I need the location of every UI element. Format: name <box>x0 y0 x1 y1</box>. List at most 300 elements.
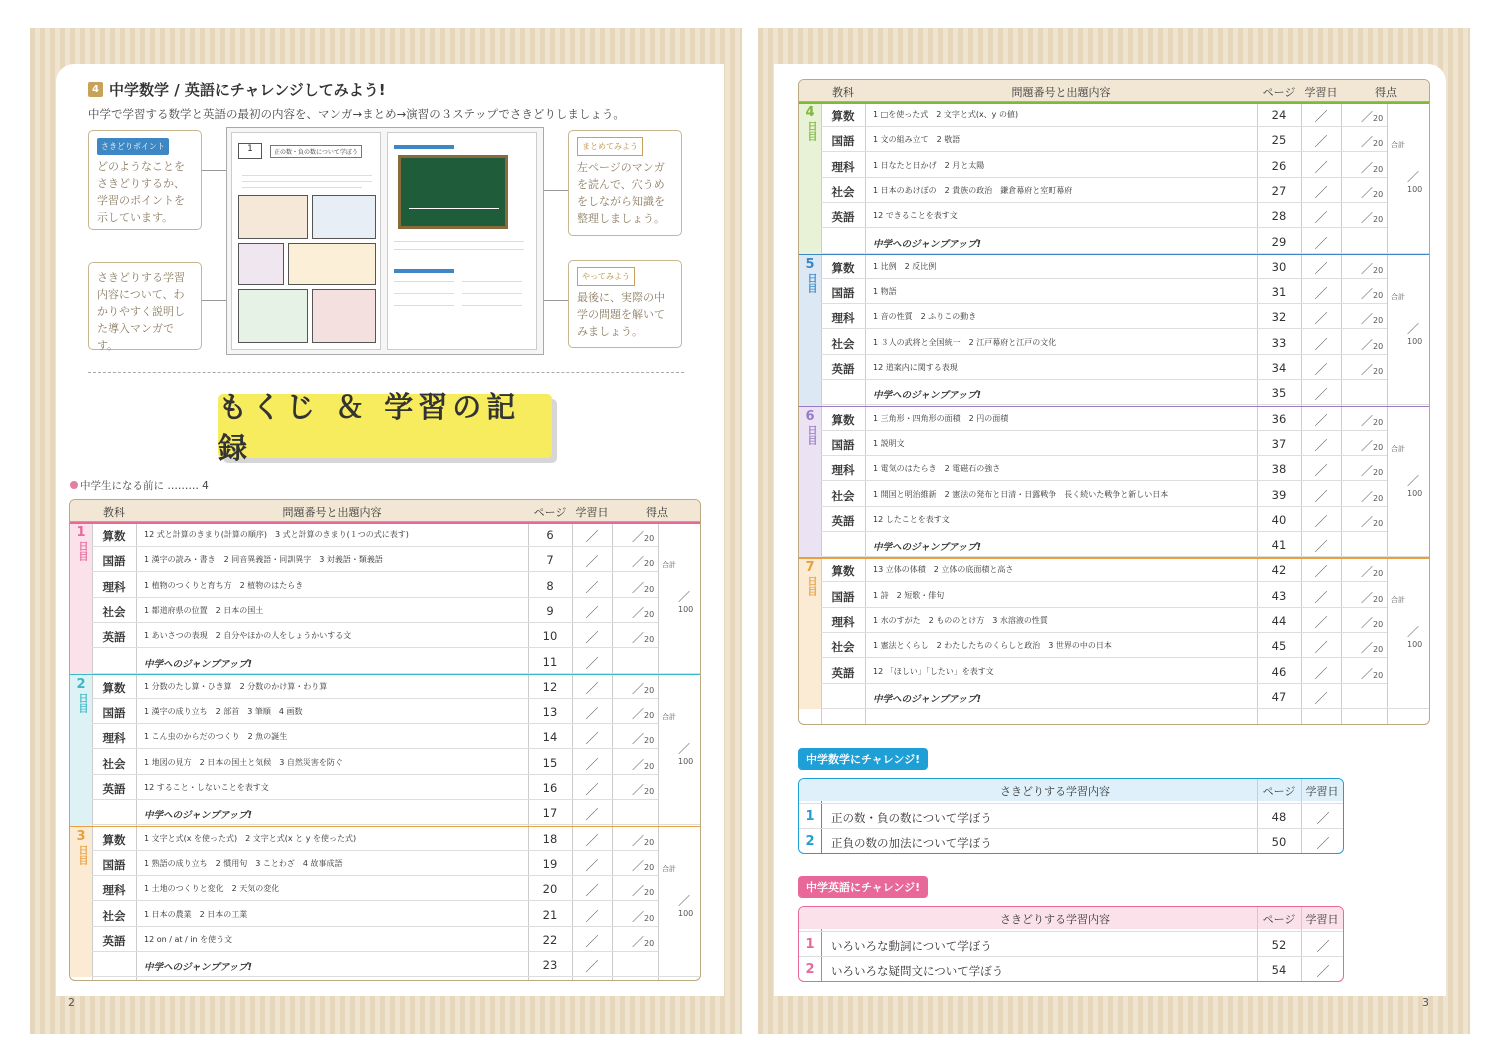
content-cell: 12 したことを表す文 <box>873 514 950 524</box>
header-page: ページ <box>1262 86 1296 99</box>
date-slash: ／ <box>585 909 599 925</box>
callout-point <box>88 130 202 230</box>
callout-point-tag: さきどりポイント <box>97 138 169 155</box>
page-cell: 46 <box>1271 664 1287 679</box>
table-row <box>821 557 1387 582</box>
date-slash: ／ <box>585 757 599 773</box>
table-row <box>821 482 1387 507</box>
score-cell <box>632 528 654 545</box>
date-slash: ／ <box>1314 110 1328 125</box>
score-cell <box>632 781 654 798</box>
day-suffix: 日目 <box>76 541 87 561</box>
day-suffix: 日目 <box>805 121 816 141</box>
subject-cell: 社会 <box>102 604 126 619</box>
total-slash: ／ <box>1407 321 1420 336</box>
row-number: 1 <box>805 937 815 952</box>
page-number-right: 3 <box>1422 996 1429 1009</box>
day-number: 1 <box>76 525 86 540</box>
header-page: ページ <box>533 506 567 519</box>
header-content: さきどりする学習内容 <box>1000 785 1110 798</box>
date-slash: ／ <box>1314 211 1328 227</box>
record-table-left <box>69 499 701 981</box>
date-slash: ／ <box>585 580 599 596</box>
jump-label: 中学へのジャンプアップ! <box>144 810 252 822</box>
date-slash: ／ <box>1314 464 1328 480</box>
subject-cell: 英語 <box>102 933 126 948</box>
callout-manga-text: さきどりする学習内容について、わかりやすく説明した導入マンガです。 <box>97 271 185 352</box>
total-score <box>678 740 700 766</box>
score-slash: ／ <box>632 934 645 949</box>
page-cell: 17 <box>542 806 558 821</box>
score-max: 20 <box>644 711 655 721</box>
total-score <box>678 892 700 918</box>
date-slash: ／ <box>1314 388 1328 404</box>
record-table-right <box>798 79 1430 725</box>
table-row <box>92 522 658 547</box>
callout-practice-text: 最後に、実際の中学の問題を解いてみましょう。 <box>577 291 665 338</box>
callout-summary <box>568 130 682 236</box>
day-suffix: 日目 <box>805 424 816 445</box>
score-slash: ／ <box>632 555 645 570</box>
score-slash: ／ <box>1361 211 1374 226</box>
page-cell: 33 <box>1271 335 1287 350</box>
score-slash: ／ <box>632 909 645 924</box>
content-cell: 1 都道府県の位置 2 日本の国土 <box>144 605 264 615</box>
section-title: 中学数学 / 英語にチャレンジしてみよう! <box>109 81 386 99</box>
score-slash: ／ <box>1361 185 1374 200</box>
page-cell: 14 <box>542 730 558 745</box>
main-title: もくじ ＆ 学習の記録 <box>218 394 552 458</box>
score-max: 20 <box>644 609 655 619</box>
total-label: 合計 <box>1391 292 1405 301</box>
score-cell <box>1361 159 1383 176</box>
callout-summary-tag: まとめてみよう <box>577 137 643 156</box>
score-slash: ／ <box>632 605 645 620</box>
total-label: 合計 <box>1391 596 1405 605</box>
preview-manga-page <box>231 132 381 350</box>
score-slash: ／ <box>632 631 645 646</box>
table-row <box>821 153 1387 178</box>
total-slash: ／ <box>678 741 691 756</box>
subject-cell: 国語 <box>831 589 855 604</box>
subject-cell: 英語 <box>831 362 855 376</box>
score-max: 20 <box>1373 164 1384 174</box>
content-cell: 1 物語 <box>873 287 897 297</box>
day-number: 4 <box>805 105 815 120</box>
bullet-icon <box>70 481 78 489</box>
total-label: 合計 <box>662 561 676 569</box>
header-subject: 教科 <box>832 86 854 99</box>
preview-title: 正の数・負の数について学ぼう <box>270 145 362 158</box>
score-max: 20 <box>1373 215 1384 225</box>
pre-note-text: 中学生になる前に ……… 4 <box>80 480 209 492</box>
score-max: 20 <box>644 938 655 948</box>
score-max: 20 <box>1373 189 1384 199</box>
content-cell: 1 熟語の成り立ち 2 慣用句 3 ことわざ 4 故事成語 <box>144 858 343 868</box>
score-cell <box>632 756 654 773</box>
score-max: 20 <box>1373 493 1384 503</box>
jump-label: 中学へのジャンプアップ! <box>144 658 252 670</box>
score-cell <box>1361 437 1383 454</box>
score-cell <box>632 604 654 621</box>
day-label-5 <box>799 254 821 406</box>
date-slash: ／ <box>1316 940 1330 955</box>
page-cell: 25 <box>1271 133 1287 148</box>
content-cell: 1 日本のあけぼの 2 貴族の政治 鎌倉幕府と室町幕府 <box>873 185 1073 195</box>
header-content: 問題番号と出題内容 <box>282 506 382 519</box>
page-cell: 6 <box>546 528 554 542</box>
score-max: 20 <box>1373 670 1384 680</box>
total-label: 合計 <box>662 864 676 873</box>
page-cell: 10 <box>542 629 558 644</box>
day-suffix: 日目 <box>76 692 87 713</box>
row-page: 52 <box>1271 938 1287 952</box>
score-cell <box>632 933 654 950</box>
page-cell: 28 <box>1271 209 1287 224</box>
score-cell <box>632 832 654 849</box>
divider <box>88 372 684 373</box>
content-cell: 12 道案内に関する表現 <box>873 363 958 372</box>
content-cell: 1 ３人の武将と全国統一 2 江戸幕府と江戸の文化 <box>873 337 1057 347</box>
challenge-english-table <box>798 906 1344 982</box>
page-cell: 12 <box>542 679 558 694</box>
score-slash: ／ <box>1361 312 1374 327</box>
score-max: 20 <box>644 862 655 872</box>
subject-cell: 英語 <box>102 630 126 645</box>
header-date: 学習日 <box>1305 913 1339 926</box>
table-row <box>92 547 658 572</box>
content-cell: 1 三角形・四角形の面積 2 円の面積 <box>873 413 1009 423</box>
score-cell <box>632 705 654 722</box>
score-cell <box>1361 133 1383 150</box>
date-slash: ／ <box>1314 514 1328 530</box>
total-max: 100 <box>678 908 694 918</box>
subject-cell: 算数 <box>831 564 855 579</box>
date-slash: ／ <box>585 858 599 874</box>
score-cell <box>1361 412 1383 429</box>
jump-row <box>821 532 1430 557</box>
day-label-4 <box>799 102 821 254</box>
callout-practice-tag: やってみよう <box>577 267 635 286</box>
jump-row <box>92 952 701 977</box>
day-label-2 <box>70 674 92 826</box>
subject-cell: 社会 <box>831 488 855 503</box>
day-number: 3 <box>76 828 86 844</box>
jump-label: 中学へのジャンプアップ! <box>873 542 981 554</box>
subject-cell: 国語 <box>831 286 855 301</box>
score-slash: ／ <box>1361 514 1374 529</box>
score-cell <box>632 629 654 646</box>
table-row <box>821 304 1387 329</box>
page-cell: 29 <box>1271 234 1287 249</box>
callout-point-text: どのようなことをさきどりするか、学習のポイントを示しています。 <box>97 160 185 224</box>
table-row <box>821 659 1387 684</box>
table-row <box>92 876 658 901</box>
subject-cell: 英語 <box>831 513 855 528</box>
score-max: 20 <box>1373 442 1384 452</box>
score-max: 20 <box>644 787 655 796</box>
jump-row <box>92 800 701 825</box>
total-max: 100 <box>1407 336 1423 346</box>
row-page: 54 <box>1271 963 1287 977</box>
day-label-3 <box>70 826 92 978</box>
row-number: 2 <box>805 834 815 849</box>
score-slash: ／ <box>1361 160 1374 175</box>
score-slash: ／ <box>1361 464 1374 479</box>
total-slash: ／ <box>1407 473 1420 488</box>
score-cell <box>1361 108 1383 125</box>
day-label-6 <box>799 406 821 558</box>
subject-cell: 理科 <box>102 579 126 594</box>
score-cell <box>1361 285 1383 302</box>
date-slash: ／ <box>585 707 599 723</box>
total-score <box>1407 320 1429 346</box>
table-row <box>92 750 658 775</box>
table-row <box>92 775 658 800</box>
table-row <box>821 583 1387 608</box>
row-page: 48 <box>1271 810 1287 824</box>
score-max: 20 <box>644 584 655 594</box>
subject-cell: 国語 <box>831 437 855 452</box>
content-cell: 1 説明文 <box>873 438 905 448</box>
score-slash: ／ <box>632 681 645 696</box>
date-slash: ／ <box>1314 185 1328 201</box>
date-slash: ／ <box>585 656 599 672</box>
page-number-left: 2 <box>68 996 75 1009</box>
score-slash: ／ <box>632 732 645 747</box>
day-label-1 <box>70 522 92 674</box>
subject-cell: 社会 <box>831 336 855 351</box>
content-cell: 1 漢字の成り立ち 2 部首 3 筆順 4 画数 <box>144 707 303 717</box>
subject-cell: 社会 <box>102 756 126 771</box>
content-cell: 12 式と計算のきまり(計算の順序) 3 式と計算のきまり(１つの式に表す) <box>144 530 409 539</box>
date-slash: ／ <box>585 783 599 798</box>
content-cell: 1 詩 2 短歌・俳句 <box>873 590 945 600</box>
day-number: 7 <box>805 560 815 576</box>
page-cell: 42 <box>1271 563 1287 578</box>
content-cell: 1 漢字の読み・書き 2 同音異義語・同訓異字 3 対義語・類義語 <box>144 555 383 565</box>
total-score <box>1407 168 1429 194</box>
date-slash: ／ <box>1314 413 1328 429</box>
page-cell: 44 <box>1271 614 1287 628</box>
table-row <box>92 674 658 699</box>
score-cell <box>1361 336 1383 353</box>
day-suffix: 日目 <box>805 576 816 597</box>
score-slash: ／ <box>632 884 645 899</box>
challenge-english-tag: 中学英語にチャレンジ! <box>798 876 928 898</box>
day-number: 2 <box>76 676 86 692</box>
score-cell <box>1361 209 1383 226</box>
content-cell: 1 音の性質 2 ふりこの動き <box>873 312 977 322</box>
table-row <box>92 598 658 623</box>
page-cell: 11 <box>542 654 558 669</box>
score-max: 20 <box>644 913 655 923</box>
subject-cell: 英語 <box>831 210 855 225</box>
score-slash: ／ <box>632 580 645 595</box>
total-max: 100 <box>1407 488 1423 498</box>
page-cell: 20 <box>542 882 558 897</box>
content-cell: 1 日本の農業 2 日本の工業 <box>144 909 248 919</box>
row-text: いろいろな動詞について学ぼう <box>831 939 992 953</box>
score-max: 20 <box>644 559 655 569</box>
total-slash: ／ <box>1407 625 1420 640</box>
score-cell <box>632 579 654 596</box>
score-max: 20 <box>1373 291 1384 301</box>
score-max: 20 <box>1373 139 1384 149</box>
callout-practice <box>568 260 682 348</box>
date-slash: ／ <box>585 934 599 950</box>
score-slash: ／ <box>1361 337 1374 352</box>
header-score: 得点 <box>1375 86 1397 99</box>
table-row <box>821 431 1387 456</box>
header-date: 学習日 <box>1305 785 1339 798</box>
header-subject: 教科 <box>103 506 125 519</box>
subject-cell: 算数 <box>831 109 855 123</box>
page-cell: 47 <box>1271 689 1287 704</box>
table-row <box>92 623 658 648</box>
score-max: 20 <box>1373 367 1384 376</box>
header-date: 学習日 <box>575 506 609 519</box>
score-max: 20 <box>644 534 655 543</box>
subject-cell: 理科 <box>831 463 855 478</box>
total-max: 100 <box>1407 640 1423 650</box>
callout-summary-text: 左ページのマンガを読んで、穴うめをしながら知識を整理しましょう。 <box>577 161 665 225</box>
content-cell: 12 すること・しないことを表す文 <box>144 783 269 792</box>
date-slash: ／ <box>585 884 599 900</box>
score-max: 20 <box>1373 265 1384 275</box>
table-row <box>821 456 1387 481</box>
score-slash: ／ <box>632 757 645 772</box>
date-slash: ／ <box>1314 590 1328 606</box>
total-score <box>1407 472 1429 498</box>
challenge-math-header <box>799 779 1344 801</box>
page-cell: 24 <box>1271 108 1287 122</box>
date-slash: ／ <box>1314 312 1328 328</box>
page-cell: 38 <box>1271 462 1287 477</box>
score-cell <box>1361 488 1383 505</box>
date-slash: ／ <box>1314 236 1328 252</box>
score-max: 20 <box>1373 645 1384 655</box>
date-slash: ／ <box>585 605 599 621</box>
table-row <box>821 406 1387 431</box>
jump-label: 中学へのジャンプアップ! <box>873 390 981 402</box>
table-row <box>92 902 658 927</box>
subject-cell: 理科 <box>102 731 126 746</box>
content-cell: 1 憲法とくらし 2 わたしたちのくらしと政治 3 世界の中の日本 <box>873 641 1112 651</box>
jump-row <box>92 649 701 674</box>
table-row <box>821 279 1387 304</box>
subject-cell: 算数 <box>102 680 126 695</box>
page-cell: 43 <box>1271 588 1287 603</box>
date-slash: ／ <box>1314 135 1328 151</box>
table-row <box>92 851 658 876</box>
subject-cell: 理科 <box>831 311 855 326</box>
page-cell: 27 <box>1271 183 1287 198</box>
date-slash: ／ <box>1314 616 1328 631</box>
content-cell: 13 立体の体積 2 立体の底面積と高さ <box>873 565 1014 575</box>
score-slash: ／ <box>632 858 645 873</box>
date-slash: ／ <box>1316 965 1330 980</box>
content-cell: 12 できることを表す文 <box>873 211 958 221</box>
total-slash: ／ <box>678 590 691 604</box>
preview-summary-page <box>387 132 537 350</box>
score-cell <box>1361 361 1383 378</box>
row-number: 1 <box>805 809 815 824</box>
day-number: 5 <box>805 256 815 272</box>
date-slash: ／ <box>585 555 599 571</box>
score-cell <box>1361 563 1383 580</box>
date-slash: ／ <box>585 732 599 748</box>
subject-cell: 社会 <box>102 908 126 923</box>
page-cell: 9 <box>546 603 554 618</box>
table-row <box>821 608 1387 633</box>
table-header <box>70 500 701 522</box>
content-cell: 1 □を使った式 2 文字と式(x、y の値) <box>873 110 1019 119</box>
subject-cell: 算数 <box>102 529 126 543</box>
score-slash: ／ <box>632 707 645 722</box>
subject-cell: 理科 <box>831 615 855 629</box>
score-max: 20 <box>1373 114 1384 123</box>
table-row <box>821 178 1387 203</box>
content-cell: 1 土地のつくりと変化 2 天気の変化 <box>144 884 280 894</box>
day-suffix: 日目 <box>76 844 87 865</box>
header-page: ページ <box>1262 913 1296 926</box>
column-divider <box>1387 102 1388 724</box>
day-number: 6 <box>805 408 815 424</box>
score-cell <box>632 857 654 874</box>
table-row <box>821 203 1387 228</box>
date-slash: ／ <box>1314 363 1328 378</box>
total-max: 100 <box>678 605 694 614</box>
day-suffix: 日目 <box>805 272 816 293</box>
page-cell: 34 <box>1271 361 1287 375</box>
subject-cell: 国語 <box>102 857 126 872</box>
section-heading <box>88 79 386 100</box>
subject-cell: 算数 <box>102 832 126 847</box>
page-cell: 31 <box>1271 285 1287 300</box>
content-cell: 1 文の組み立て 2 敬語 <box>873 135 961 145</box>
score-max: 20 <box>644 761 655 771</box>
challenge-math-table <box>798 778 1344 854</box>
score-max: 20 <box>644 837 655 847</box>
score-slash: ／ <box>1361 287 1374 302</box>
date-slash: ／ <box>1314 160 1328 176</box>
content-cell: 1 水のすがた 2 もののとけ方 3 水溶液の性質 <box>873 616 1048 625</box>
score-cell <box>1361 260 1383 277</box>
date-slash: ／ <box>585 681 599 697</box>
date-slash: ／ <box>1314 438 1328 454</box>
table-header <box>799 80 1430 102</box>
score-max: 20 <box>1373 594 1384 604</box>
preview-blackboard <box>398 155 508 229</box>
date-slash: ／ <box>585 530 599 545</box>
challenge-english-header <box>799 907 1344 929</box>
date-slash: ／ <box>585 808 599 824</box>
page-cell: 16 <box>542 781 558 795</box>
score-max: 20 <box>1373 316 1384 326</box>
challenge-english-row <box>799 931 1344 956</box>
challenge-math-row <box>799 828 1344 853</box>
date-slash: ／ <box>1314 540 1328 556</box>
score-max: 20 <box>1373 417 1384 427</box>
score-max: 20 <box>1373 518 1384 528</box>
subject-cell: 算数 <box>831 260 855 275</box>
lead-text: 中学で学習する数学と英語の最初の内容を、マンガ→まとめ→演習の３ステップでさきどりしましょう。 <box>88 107 625 121</box>
score-max: 20 <box>1373 468 1384 478</box>
table-row <box>821 355 1387 380</box>
score-cell <box>1361 639 1383 656</box>
table-row <box>92 573 658 598</box>
